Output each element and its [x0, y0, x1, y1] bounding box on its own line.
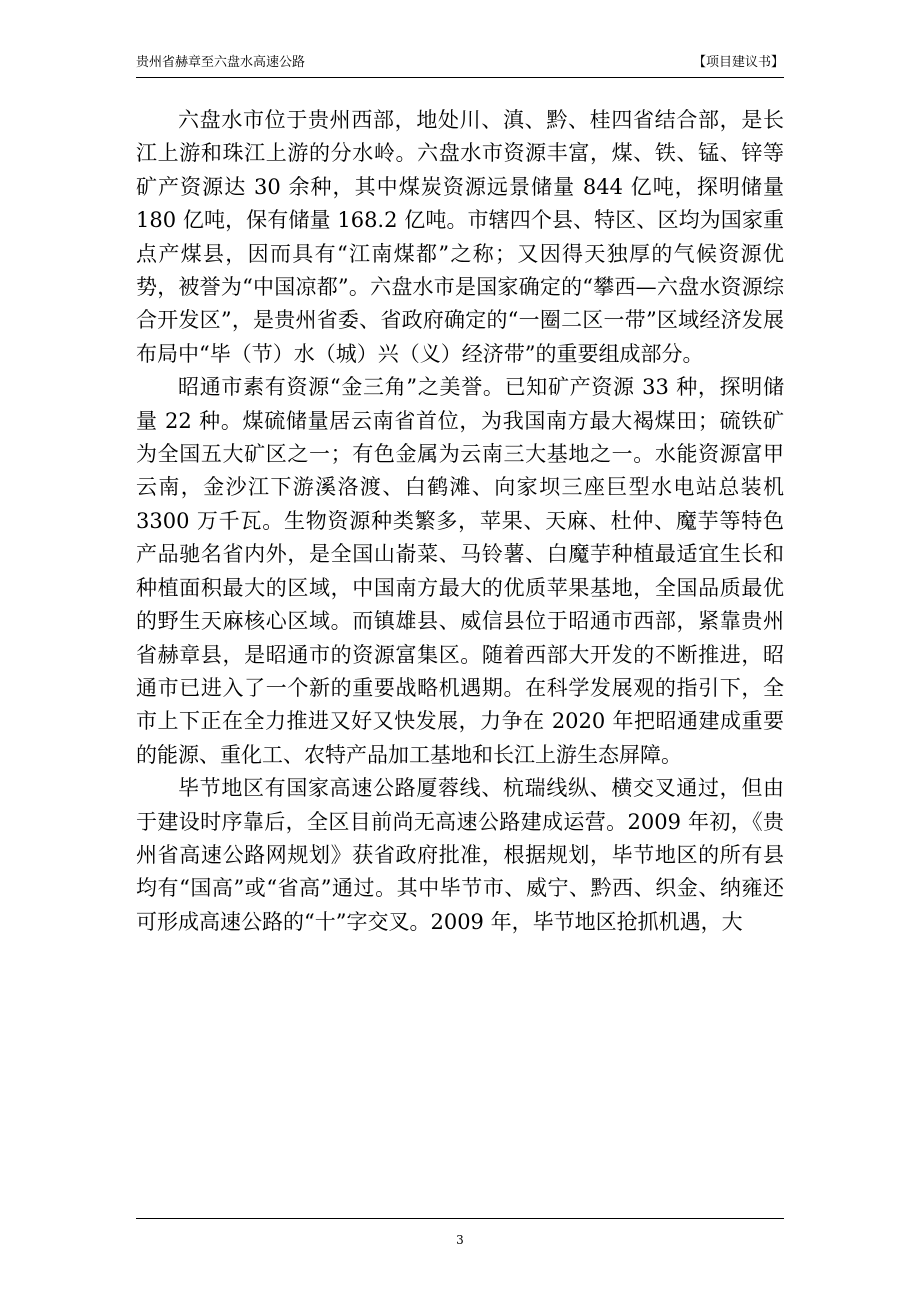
document-body	[136, 104, 784, 939]
paragraph-liupanshui: 六盘水市位于贵州西部，地处川、滇、黔、桂四省结合部，是长江上游和珠江上游的分水岭。六盘水市资源丰富，煤、铁、锰、锌等矿产资源达 30 余种，其中煤炭资源远景储量 844 亿吨，探明储量 180 亿吨，保有储量 168.2 亿吨。市辖四个县、特区、区均为国家重点产煤县，因而具有“江南煤都”之称；又因得天独厚的气候资源优势，被誉为“中国凉都”。六盘水市是国家确定的“攀西—六盘水资源综合开发区”，是贵州省委、省政府确定的“一圈二区一带”区域经济发展布局中“毕（节）水（城）兴（义）经济带”的重要组成部分。	[136, 108, 784, 366]
header-divider	[136, 77, 784, 78]
header-document-type: 【项目建议书】	[692, 55, 784, 70]
footer-divider	[136, 1218, 784, 1219]
paragraph-bijie: 毕节地区有国家高速公路厦蓉线、杭瑞线纵、横交叉通过，但由于建设时序靠后，全区目前尚无高速公路建成运营。2009 年初，《贵州省高速公路网规划》获省政府批准，根据规划，毕节地区的所有县均有“国高”或“省高”通过。其中毕节市、威宁、黔西、织金、纳雍还可形成高速公路的“十”字交叉。2009 年，毕节地区抢抓机遇，大	[136, 776, 784, 934]
header-document-title: 贵州省赫章至六盘水高速公路	[136, 55, 306, 70]
page-number: 3	[456, 1233, 464, 1247]
page-header	[136, 52, 784, 74]
paragraph-zhaotong: 昭通市素有资源“金三角”之美誉。已知矿产资源 33 种，探明储量 22 种。煤硫储量居云南省首位，为我国南方最大褐煤田；硫铁矿为全国五大矿区之一；有色金属为云南三大基地之一。水能资源富甲云南，金沙江下游溪洛渡、白鹤滩、向家坝三座巨型水电站总装机 3300 万千瓦。生物资源种类繁多，苹果、天麻、杜仲、魔芋等特色产品驰名省内外，是全国山嵛菜、马铃薯、白魔芋种植最适宜生长和种植面积最大的区域，中国南方最大的优质苹果基地，全国品质最优的野生天麻核心区域。而镇雄县、威信县位于昭通市西部，紧靠贵州省赫章县，是昭通市的资源富集区。随着西部大开发的不断推进，昭通市已进入了一个新的重要战略机遇期。在科学发展观的指引下，全市上下正在全力推进又好又快发展，力争在 2020 年把昭通建成重要的能源、重化工、农特产品加工基地和长江上游生态屏障。	[136, 375, 784, 767]
